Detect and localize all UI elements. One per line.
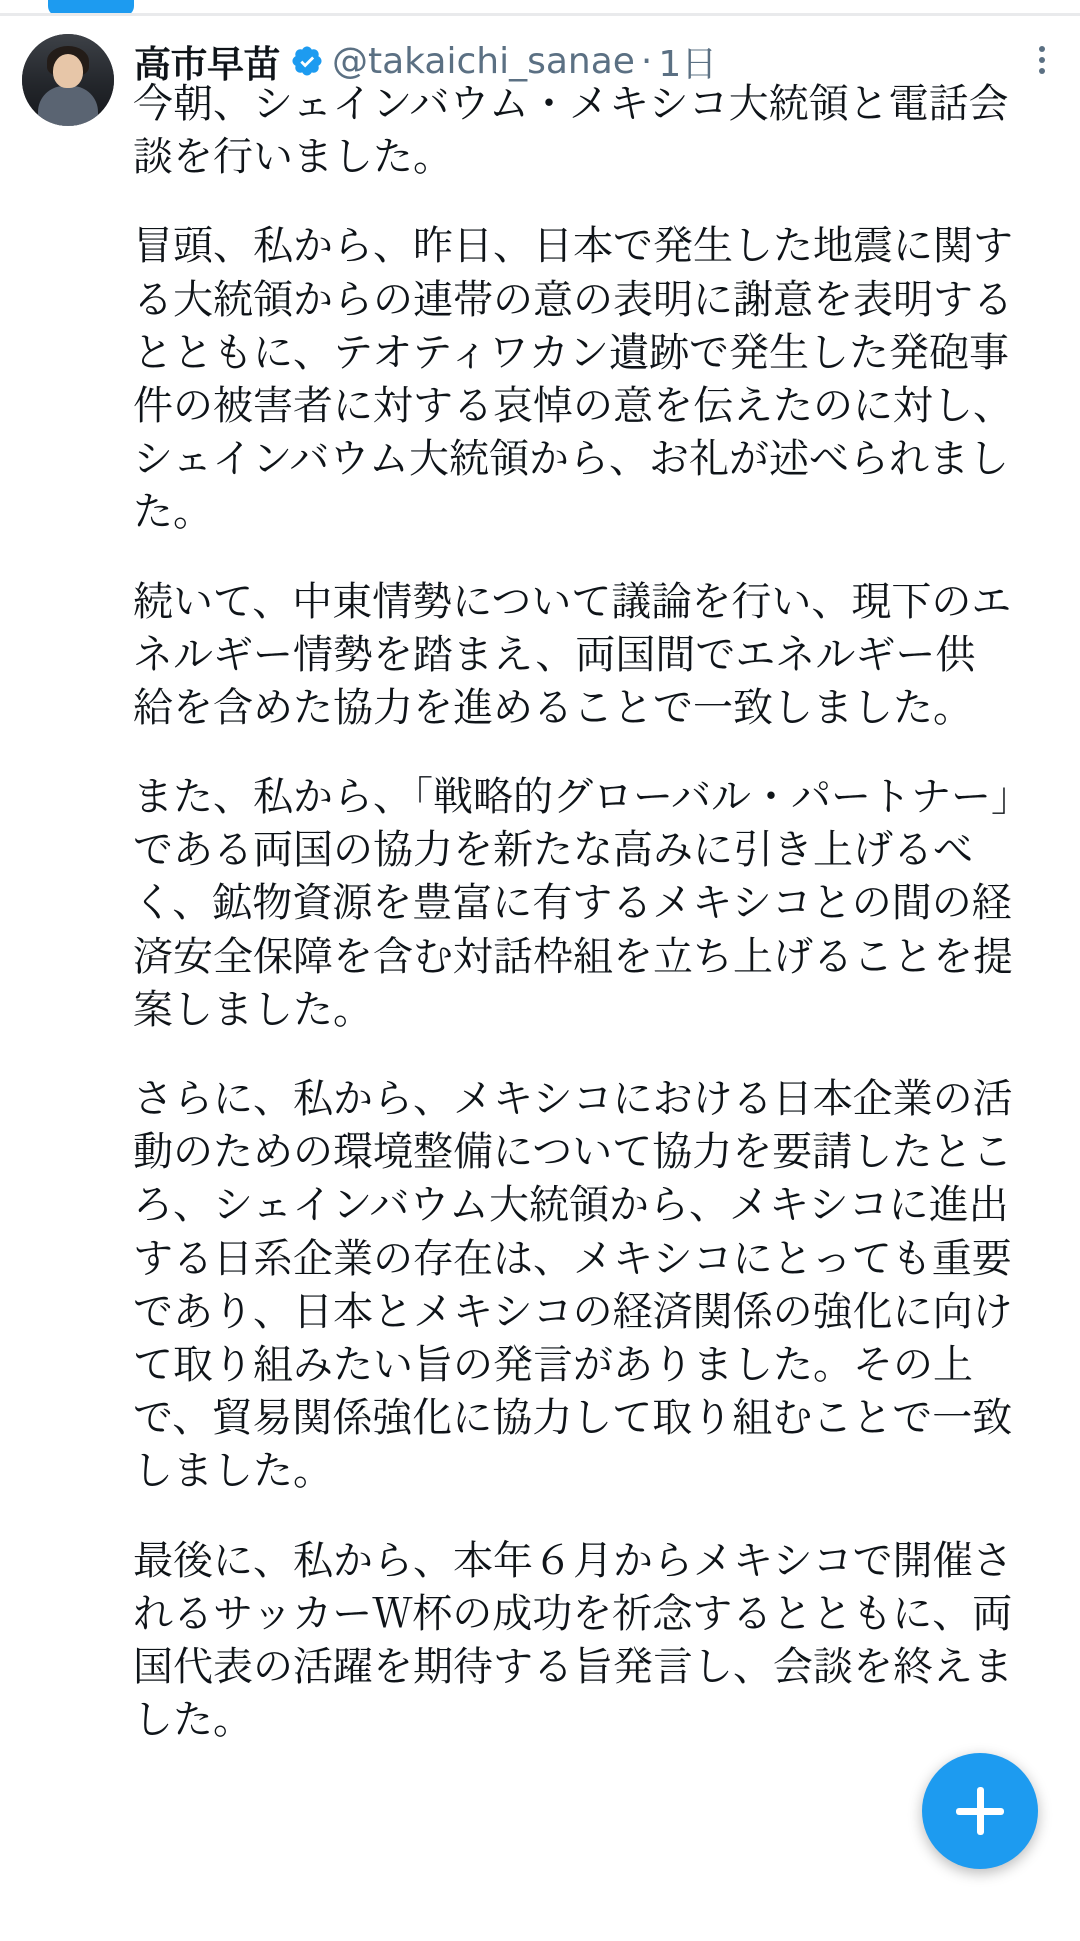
tweet-paragraph: 最後に、私から、本年６月からメキシコで開催されるサッカーＷ杯の成功を祈念するとともに、両国代表の活躍を期待する旨発言し、会談を終えました。: [133, 1537, 1013, 1744]
user-handle[interactable]: @takaichi_sanae: [332, 40, 635, 82]
tweet-paragraph: 今朝、シェインバウム・メキシコ大統領と電話会談を行いました。: [133, 81, 1009, 181]
avatar[interactable]: [22, 34, 114, 126]
tweet-card: [0, 16, 1080, 1744]
tweet-paragraph: 冒頭、私から、昨日、日本で発生した地震に関する大統領からの連帯の意の表明に謝意を表明するとともに、テオティワカン遺跡で発生した発砲事件の被害者に対する哀悼の意を伝えたのに対し、シェインバウム大統領から、お礼が述べられました。: [133, 223, 1013, 536]
display-name[interactable]: 高市早苗: [134, 43, 280, 86]
top-chrome-strip: [0, 0, 1080, 16]
avatar-face-shape: [53, 54, 83, 88]
compose-tweet-button[interactable]: [922, 1753, 1038, 1869]
more-dot: [1039, 68, 1045, 74]
verified-badge-icon: [290, 44, 324, 78]
more-options-icon[interactable]: [1022, 38, 1062, 82]
tweet-text: [133, 78, 1015, 1747]
avatar-body-shape: [38, 86, 98, 126]
tweet-timestamp[interactable]: 1日: [658, 43, 718, 85]
tweet-paragraph: また、私から、「戦略的グローバル・パートナー」である両国の協力を新たな高みに引き上げるべく、鉱物資源を豊富に有するメキシコとの間の経済安全保障を含む対話枠組を立ち上げることを提案しました。: [133, 774, 1013, 1033]
tweet-paragraph: 続いて、中東情勢について議論を行い、現下のエネルギー情勢を踏まえ、両国間でエネルギー供給を含めた協力を進めることで一致しました。: [133, 578, 1012, 731]
more-dot: [1039, 57, 1045, 63]
tweet-paragraph: さらに、私から、メキシコにおける日本企業の活動のための環境整備について協力を要請したところ、シェインバウム大統領から、メキシコに進出する日系企業の存在は、メキシコにとっても重要であり、日本とメキシコの経済関係の強化に向けて取り組みたい旨の発言がありました。その上で、貿易関係強化に協力して取り組むことで一致しました。: [133, 1076, 1013, 1495]
header-separator: ·: [640, 40, 653, 82]
plus-icon: [977, 1787, 984, 1835]
more-dot: [1039, 46, 1045, 52]
